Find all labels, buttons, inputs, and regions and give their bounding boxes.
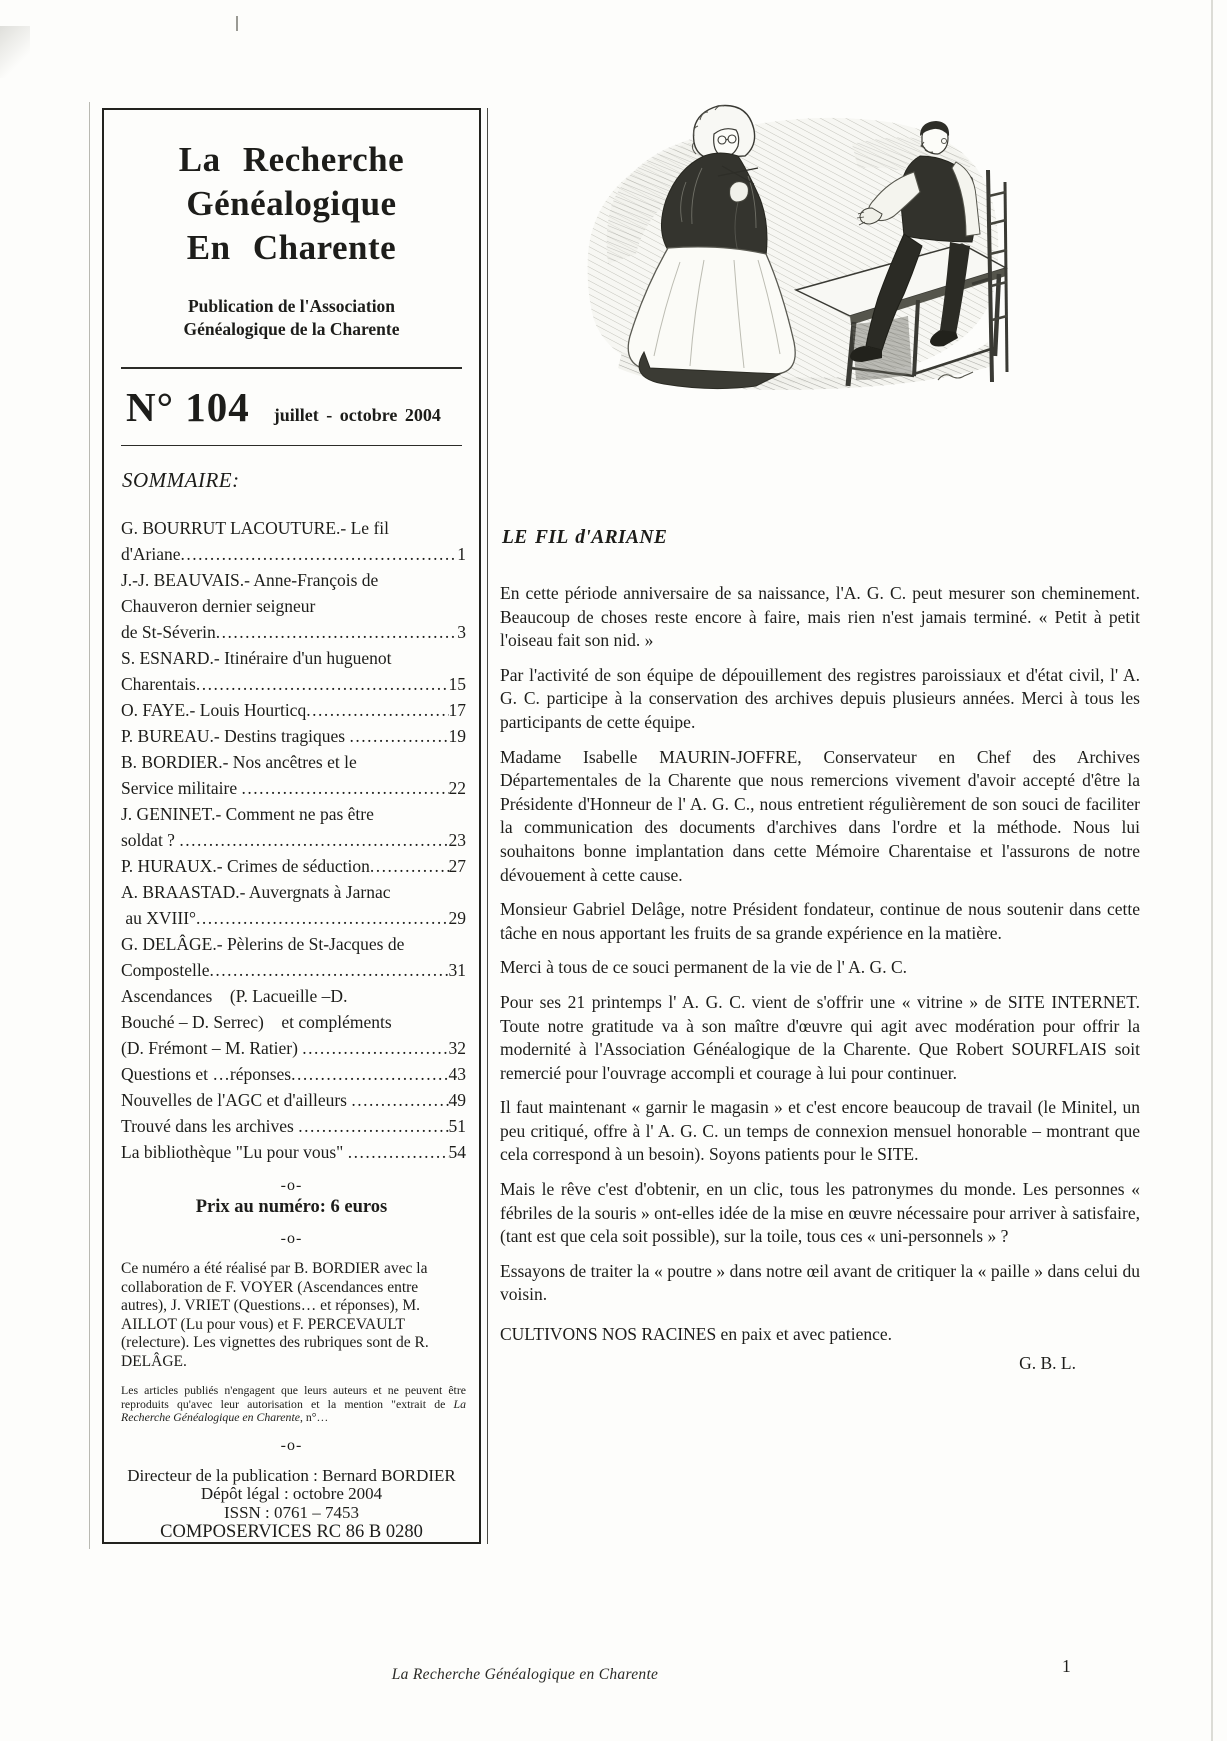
toc-entry-text: soldat ? bbox=[121, 830, 180, 850]
toc-line bbox=[121, 1113, 466, 1139]
publisher-block bbox=[104, 1467, 479, 1542]
toc-page-number: 22 bbox=[448, 778, 466, 798]
toc-entry-text: au XVIII° bbox=[121, 908, 197, 928]
toc-line bbox=[121, 983, 466, 1009]
editorial-paragraph: Mais le rêve c'est d'obtenir, en un clic, tous les patronymes du monde. Les personnes « fébriles de la souris » ont-elles idée de la mise en œuvre nécessaire pour arriver à satisfaire, (tant est que cela soit possible), sur la toile, tous ces « uni-personnels » ? bbox=[500, 1179, 1140, 1247]
toc-page-number: 32 bbox=[448, 1038, 466, 1058]
editorial-paragraph: Monsieur Gabriel Delâge, notre Président fondateur, continue de nous soutenir dans cette tâche en nous apportant les fruits de sa grande expérience en la matière. bbox=[500, 899, 1140, 943]
toc-page-number: 17 bbox=[448, 700, 466, 720]
toc-page-number: 54 bbox=[448, 1142, 466, 1162]
editorial-body bbox=[500, 582, 1140, 1307]
editorial-paragraph: Pour ses 21 printemps l' A. G. C. vient de s'offrir une « vitrine » de SITE INTERNET. Toute notre gratitude va à son maître d'œuvre qui agit avec modération pour offrir la modernité à l'Association Généalogique de la Charente. Que Robert SOURFLAIS soit remercié pour l'ouvrage accompli et courage à lui pour continuer. bbox=[500, 991, 1140, 1083]
toc-entry-text: Questions et …réponses bbox=[121, 1064, 292, 1084]
issue-date: juillet - octobre 2004 bbox=[273, 405, 441, 425]
toc-entry-text: J.-J. BEAUVAIS.- Anne-François de bbox=[121, 570, 379, 590]
toc-dot-leader bbox=[351, 1087, 448, 1113]
footer-journal-name: La Recherche Généalogique en Charente bbox=[391, 1666, 659, 1683]
masthead-outer-rule-left bbox=[89, 102, 90, 1549]
toc-entry-text: de St-Séverin bbox=[121, 622, 216, 642]
toc-page-number: 31 bbox=[448, 960, 466, 980]
publisher-line: Dépôt légal : octobre 2004 bbox=[200, 1484, 383, 1504]
toc-line bbox=[121, 567, 466, 593]
issue-number: N° 104 bbox=[126, 384, 250, 430]
scan-edge-line bbox=[1211, 0, 1213, 1741]
journal-subtitle bbox=[108, 295, 475, 341]
toc-entry-text: Trouvé dans les archives bbox=[121, 1116, 299, 1136]
toc-page-number: 49 bbox=[448, 1090, 466, 1110]
toc-page-number: 43 bbox=[448, 1064, 466, 1084]
toc-dot-leader bbox=[298, 1113, 448, 1139]
toc-dot-leader bbox=[196, 905, 448, 931]
legal-notice bbox=[104, 1371, 479, 1425]
toc-page-number: 51 bbox=[448, 1116, 466, 1136]
toc-dot-leader bbox=[302, 1035, 448, 1061]
toc-line bbox=[121, 541, 466, 567]
editorial-signature: G. B. L. bbox=[1019, 1353, 1076, 1374]
toc-line bbox=[121, 697, 466, 723]
toc-entry-text: J. GENINET.- Comment ne pas être bbox=[121, 804, 374, 824]
issue-row bbox=[104, 369, 479, 431]
toc-entry-text: Charentais bbox=[121, 674, 196, 694]
issue-price: Prix au numéro: 6 euros bbox=[195, 1197, 388, 1217]
publisher-line: Directeur de la publication : Bernard BORDIER bbox=[127, 1465, 456, 1485]
journal-subtitle-line-2: Généalogique de la Charente bbox=[183, 319, 400, 339]
toc-dot-leader bbox=[181, 541, 458, 567]
masthead-box bbox=[102, 108, 481, 1544]
toc-line bbox=[121, 749, 466, 775]
toc-dot-leader bbox=[242, 775, 449, 801]
separator-ornament: -o- bbox=[280, 1436, 303, 1454]
editorial-closing-line: CULTIVONS NOS RACINES en paix et avec patience. bbox=[500, 1324, 893, 1345]
editorial-paragraph: Merci à tous de ce souci permanent de la vie de l' A. G. C. bbox=[500, 957, 907, 978]
toc-line bbox=[121, 1087, 466, 1113]
toc-line bbox=[121, 671, 466, 697]
separator-ornament: -o- bbox=[280, 1230, 303, 1247]
toc-entry-text: Nouvelles de l'AGC et d'ailleurs bbox=[121, 1090, 352, 1110]
masthead-outer-rule-right bbox=[487, 108, 488, 1544]
toc-entry-text: P. HURAUX.- Crimes de séduction bbox=[121, 856, 370, 876]
toc-entry-text: (D. Frémont – M. Ratier) bbox=[121, 1038, 303, 1058]
toc-dot-leader bbox=[291, 1061, 448, 1087]
toc-line bbox=[121, 645, 466, 671]
toc-entry-text: Service militaire bbox=[121, 778, 242, 798]
separator-ornament: -o- bbox=[280, 1177, 303, 1194]
toc-line bbox=[121, 827, 466, 853]
journal-title-line-1: La Recherche bbox=[178, 140, 405, 179]
journal-subtitle-line-1: Publication de l'Association bbox=[187, 296, 396, 316]
toc-page-number: 29 bbox=[448, 908, 466, 928]
editorial-paragraph: Madame Isabelle MAURIN-JOFFRE, Conservateur en Chef des Archives Départementales de la Charente que nous remercions vivement d'avoir accepté d'être la Présidente d'Honneur de l' A. G. C., nous entretient régulièrement de son souci de faciliter la communication des documents d'archives dans l'ordre et la méthode. Nous lui souhaitons bonne implantation dans cette Mémoire Charentaise et l'assurons de notre dévouement à cette cause. bbox=[500, 746, 1140, 885]
toc-line bbox=[121, 515, 466, 541]
toc-line bbox=[121, 931, 466, 957]
toc-line bbox=[121, 1035, 466, 1061]
legal-notice-journal-name: La Recherche Généalogique en Charente bbox=[121, 1396, 466, 1425]
toc-page-number: 3 bbox=[457, 622, 466, 642]
editorial-paragraph: Essayons de traiter la « poutre » dans notre œil avant de critiquer la « paille » dans celui du voisin. bbox=[500, 1260, 1140, 1305]
footer-page-number: 1 bbox=[1062, 1656, 1071, 1676]
toc-line bbox=[121, 593, 466, 619]
toc-dot-leader bbox=[306, 697, 448, 723]
editorial-paragraph: Par l'activité de son équipe de dépouillement des registres paroissiaux et d'état civil, l' A. G. C. participe à la conservation des archives depuis plusieurs années. Merci à tous les participants de cette équipe. bbox=[500, 664, 1140, 732]
toc-line bbox=[121, 957, 466, 983]
toc-page-number: 1 bbox=[457, 544, 466, 564]
legal-notice-tail: , n°… bbox=[299, 1410, 329, 1425]
toc-dot-leader bbox=[370, 853, 449, 879]
toc-entry-text: P. BUREAU.- Destins tragiques bbox=[121, 726, 350, 746]
toc-line bbox=[121, 801, 466, 827]
toc-line bbox=[121, 905, 466, 931]
editorial-column bbox=[500, 0, 1140, 1374]
toc-dot-leader bbox=[216, 619, 457, 645]
editorial-paragraph: Il faut maintenant « garnir le magasin » et c'est encore beaucoup de travail (le Minitel, un peu critiqué, offre à l' A. G. C. un temps de connexion mensuel honorable – montrant que cela correspond à un besoin). Soyons patients pour le SITE. bbox=[500, 1097, 1140, 1165]
toc-line bbox=[121, 853, 466, 879]
journal-title-line-2: Généalogique bbox=[186, 184, 397, 223]
toc-page-number: 27 bbox=[448, 856, 466, 876]
toc-page-number: 19 bbox=[448, 726, 466, 746]
toc-dot-leader bbox=[348, 1139, 449, 1165]
table-of-contents bbox=[104, 493, 479, 1165]
toc-entry-text: La bibliothèque "Lu pour vous" bbox=[121, 1142, 348, 1162]
journal-title-line-3: En Charente bbox=[186, 228, 397, 267]
toc-entry-text: B. BORDIER.- Nos ancêtres et le bbox=[121, 752, 357, 772]
toc-entry-text: S. ESNARD.- Itinéraire d'un huguenot bbox=[121, 648, 392, 668]
toc-entry-text: A. BRAASTAD.- Auvergnats à Jarnac bbox=[121, 882, 391, 902]
toc-line bbox=[121, 775, 466, 801]
toc-line bbox=[121, 723, 466, 749]
toc-entry-text: G. DELÂGE.- Pèlerins de St-Jacques de bbox=[121, 934, 405, 954]
toc-line bbox=[121, 619, 466, 645]
credits-paragraph: Ce numéro a été réalisé par B. BORDIER avec la collaboration de F. VOYER (Ascendances entre autres), J. VRIET (Questions… et réponses), M. AILLOT (Lu pour vous) et F. PERCEVAULT (relecture). Les vignettes des rubriques sont de R. DELÂGE. bbox=[121, 1260, 429, 1370]
toc-dot-leader bbox=[196, 671, 449, 697]
toc-page-number: 15 bbox=[448, 674, 466, 694]
toc-entry-text: Bouché – D. Serrec) et compléments bbox=[121, 1012, 392, 1032]
toc-line bbox=[121, 1139, 466, 1165]
toc-line bbox=[121, 879, 466, 905]
editorial-title: LE FIL d'ARIANE bbox=[502, 527, 668, 548]
publisher-line: ISSN : 0761 – 7453 bbox=[223, 1502, 360, 1522]
engraving-two-villagers-at-table bbox=[552, 84, 1010, 392]
sommaire-heading: SOMMAIRE: bbox=[122, 468, 240, 492]
publisher-line: COMPOSERVICES RC 86 B 0280 bbox=[160, 1522, 423, 1543]
toc-entry-text: O. FAYE.- Louis Hourticq bbox=[121, 700, 307, 720]
toc-entry-text: Ascendances (P. Lacueille –D. bbox=[121, 986, 348, 1006]
scan-corner-smudge bbox=[0, 26, 30, 78]
toc-dot-leader bbox=[209, 957, 448, 983]
editorial-paragraph: En cette période anniversaire de sa naissance, l'A. G. C. peut mesurer son cheminement. Beaucoup de choses reste encore à faire, mais rien n'est jamais terminé. « Petit à petit l'oiseau fait son nid. » bbox=[500, 583, 1140, 651]
toc-line bbox=[121, 1061, 466, 1087]
journal-title bbox=[110, 138, 473, 270]
toc-page-number: 23 bbox=[448, 830, 466, 850]
toc-entry-text: Chauveron dernier seigneur bbox=[121, 596, 316, 616]
legal-notice-plain: Les articles publiés n'engagent que leurs auteurs et ne peuvent être reproduits qu'avec leur autorisation et la mention "extrait de bbox=[121, 1383, 466, 1411]
toc-line bbox=[121, 1009, 466, 1035]
toc-dot-leader bbox=[349, 723, 448, 749]
toc-entry-text: d'Ariane bbox=[121, 544, 181, 564]
toc-entry-text: Compostelle bbox=[121, 960, 210, 980]
scan-artifact-mark bbox=[236, 16, 238, 31]
toc-entry-text: G. BOURRUT LACOUTURE.- Le fil bbox=[121, 518, 389, 538]
toc-dot-leader bbox=[179, 827, 448, 853]
